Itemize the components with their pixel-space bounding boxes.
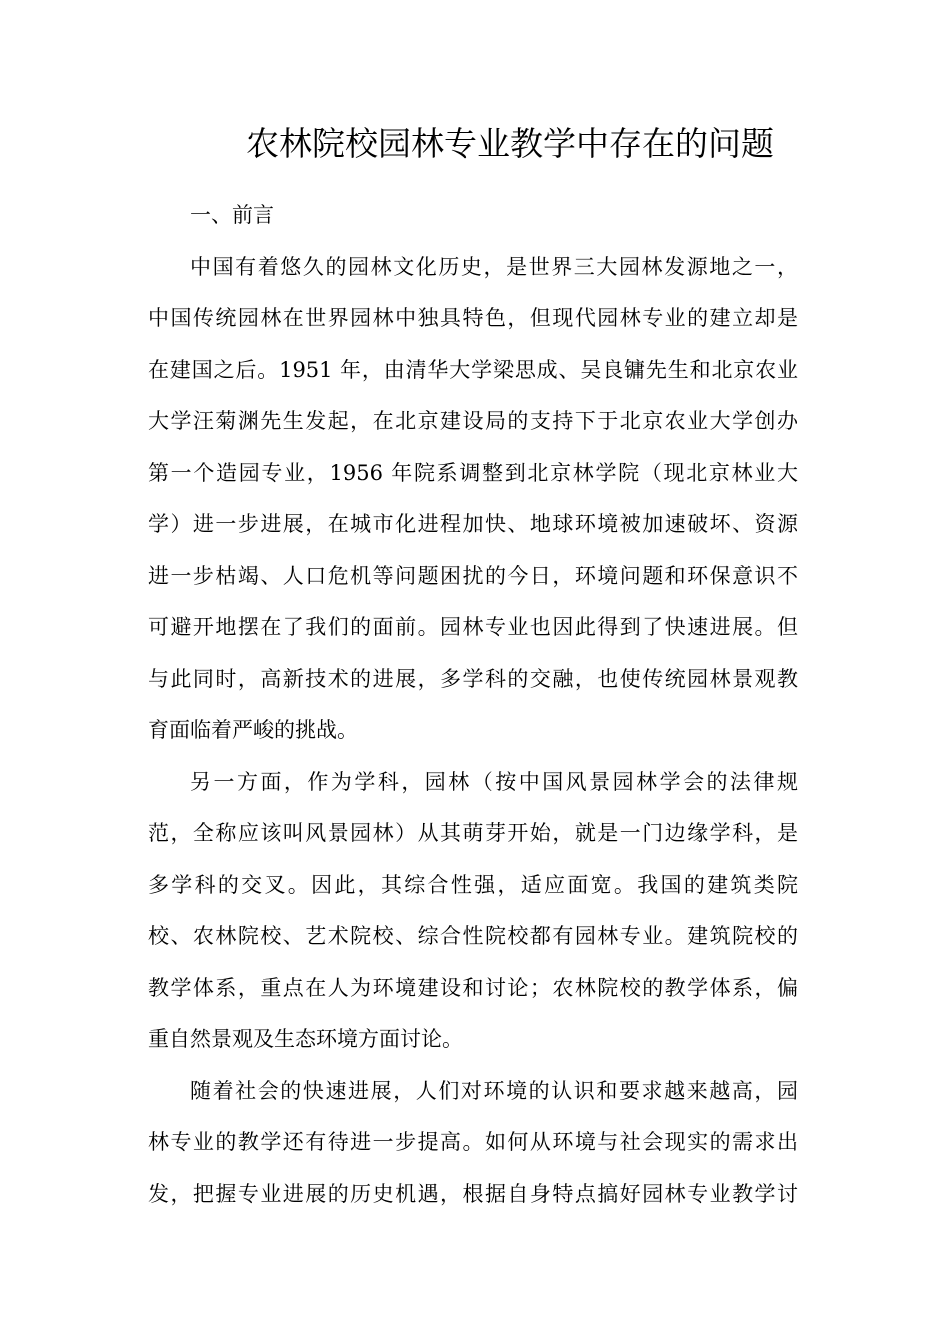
paragraph-line: 多学科的交叉。因此，其综合性强，适应面宽。我国的建筑类院 (148, 872, 798, 897)
paragraph-line: 中国传统园林在世界园林中独具特色，但现代园林专业的建立却是 (148, 306, 798, 330)
paragraph-line: 大学汪菊渊先生发起，在北京建设局的支持下于北京农业大学创办 (148, 409, 798, 433)
paragraph-line: 育面临着严峻的挑战。 (148, 718, 358, 742)
section-heading: 一、前言 (190, 203, 274, 227)
paragraph-line: 随着社会的快速进展，人们对环境的认识和要求越来越高，园 (190, 1078, 798, 1103)
paragraph-line: 另一方面，作为学科，园林（按中国风景园林学会的法律规 (190, 769, 798, 794)
document-body (148, 190, 798, 1220)
paragraph-line: 林专业的教学还有待进一步提高。如何从环境与社会现实的需求出 (148, 1130, 798, 1154)
paragraph-line: 学）进一步进展，在城市化进程加快、地球环境被加速破坏、资源 (148, 512, 798, 536)
paragraph-line: 教学体系，重点在人为环境建设和讨论；农林院校的教学体系，偏 (148, 975, 798, 1000)
paragraph-line: 与此同时，高新技术的进展，多学科的交融，也使传统园林景观教 (148, 666, 798, 691)
paragraph-line: 中国有着悠久的园林文化历史，是世界三大园林发源地之一， (190, 254, 798, 279)
paragraph-line: 进一步枯竭、人口危机等问题困扰的今日，环境问题和环保意识不 (148, 563, 798, 588)
paragraph-line: 在建国之后。1951 年，由清华大学梁思成、吴良镛先生和北京农业 (148, 357, 798, 382)
paragraph-line: 范，全称应该叫风景园林）从其萌芽开始，就是一门边缘学科，是 (148, 821, 798, 845)
paragraph-line: 第一个造园专业，1956 年院系调整到北京林学院（现北京林业大 (148, 460, 798, 485)
paragraph-3 (148, 1066, 798, 1221)
paragraph-line: 可避开地摆在了我们的面前。园林专业也因此得到了快速进展。但 (148, 615, 798, 639)
document-title: 农林院校园林专业教学中存在的问题 (246, 124, 774, 163)
paragraph-line: 重自然景观及生态环境方面讨论。 (148, 1027, 463, 1051)
paragraph-line: 发，把握专业进展的历史机遇，根据自身特点搞好园林专业教学讨 (148, 1181, 798, 1206)
paragraph-2 (148, 757, 798, 1066)
paragraph-1 (148, 242, 798, 757)
paragraph-line: 校、农林院校、艺术院校、综合性院校都有园林专业。建筑院校的 (148, 924, 798, 948)
